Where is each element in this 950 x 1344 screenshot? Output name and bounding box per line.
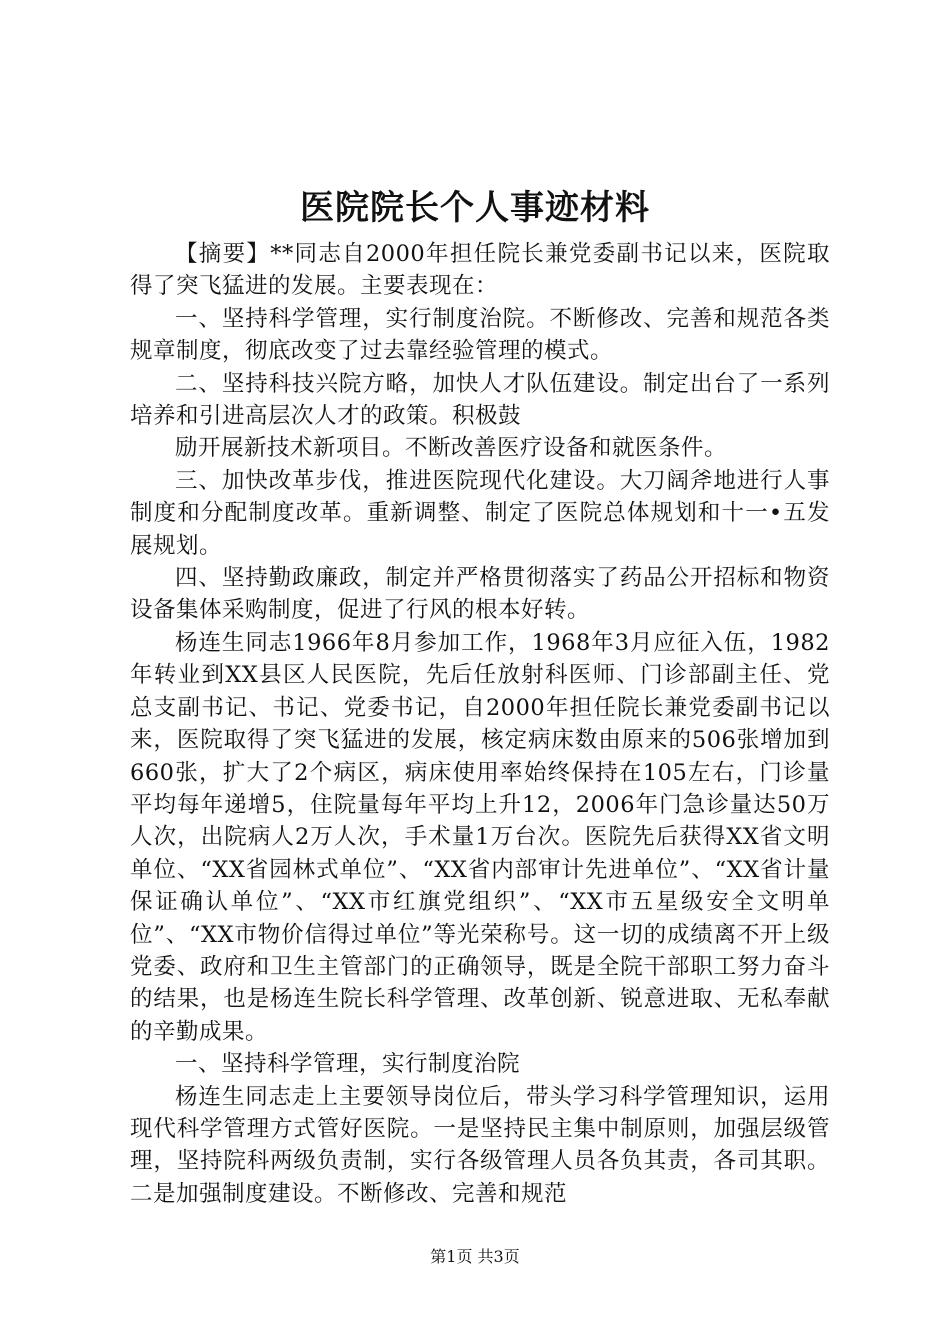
- body-paragraph: 杨连生同志1966年8月参加工作，1968年3月应征入伍，1982年转业到XX县区人民医院，先后任放射科医师、门诊部副主任、党总支副书记、书记、党委书记，自2000年担任院长兼党委副书记以来，医院取得了突飞猛进的发展，核定病床数由原来的506张增加到660张，扩大了2个病区，病床使用率始终保持在105左右，门诊量平均每年递增5，住院量每年平均上升12，2006年门急诊量达50万人次，出院病人2万人次，手术量1万台次。医院先后获得XX省文明单位、“XX省园林式单位”、“XX省内部审计先进单位”、“XX省计量保证确认单位”、“XX市红旗党组织”、“XX市五星级安全文明单位”、“XX市物价信得过单位”等光荣称号。这一切的成绩离不开上级党委、政府和卫生主管部门的正确领导，既是全院干部职工努力奋斗的结果，也是杨连生院长科学管理、改革创新、锐意进取、无私奉献的辛勤成果。: [130, 629, 830, 1045]
- document-body: [130, 238, 830, 1210]
- body-paragraph: 一、坚持科学管理，实行制度治院。不断修改、完善和规范各类规章制度，彻底改变了过去靠经验管理的模式。: [130, 305, 830, 365]
- document-title: 医院院长个人事迹材料: [300, 188, 650, 228]
- abstract-paragraph: 【摘要】**同志自2000年担任院长兼党委副书记以来，医院取得了突飞猛进的发展。主要表现在：: [130, 241, 830, 300]
- body-paragraph: 四、坚持勤政廉政，制定并严格贯彻落实了药品公开招标和物资设备集体采购制度，促进了行风的根本好转。: [130, 565, 830, 624]
- page-footer: 第1页 共3页: [430, 1247, 520, 1266]
- body-paragraph: 三、加快改革步伐，推进医院现代化建设。大刀阔斧地进行人事制度和分配制度改革。重新调整、制定了医院总体规划和十一•五发展规划。: [130, 467, 830, 559]
- body-paragraph: 杨连生同志走上主要领导岗位后，带头学习科学管理知识，运用现代科学管理方式管好医院。一是坚持民主集中制原则，加强层级管理，坚持院科两级负责制，实行各级管理人员各负其责，各司其职。二是加强制度建设。不断修改、完善和规范: [130, 1083, 830, 1207]
- body-paragraph: 励开展新技术新项目。不断改善医疗设备和就医条件。: [175, 435, 728, 462]
- section-heading: 一、坚持科学管理，实行制度治院: [175, 1051, 521, 1078]
- body-paragraph: 二、坚持科技兴院方略，加快人才队伍建设。制定出台了一系列培养和引进高层次人才的政策。积极鼓: [130, 370, 830, 430]
